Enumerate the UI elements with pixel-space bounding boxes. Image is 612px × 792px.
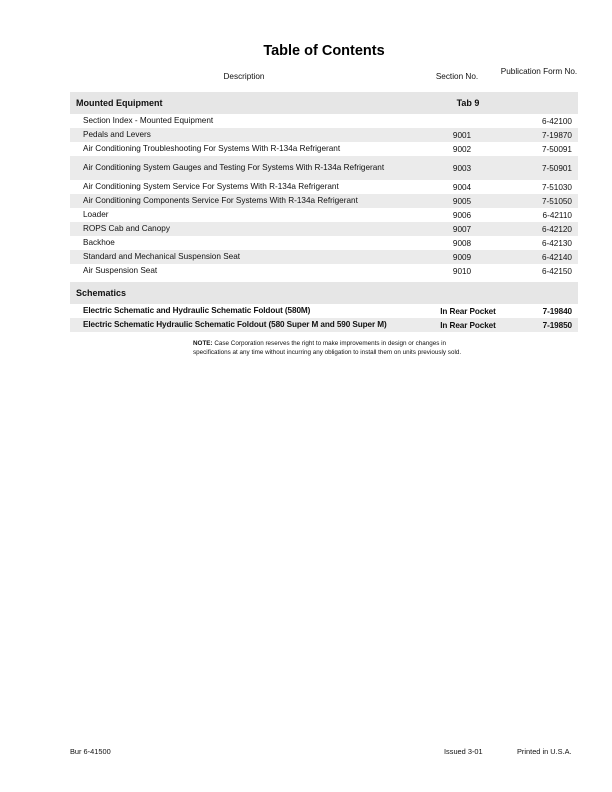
entry-section-no: 9002 xyxy=(452,144,472,154)
entry-description: Air Conditioning Troubleshooting For Systems With R-134a Refrigerant xyxy=(83,144,341,153)
entry-section-no: 9004 xyxy=(452,182,472,192)
footer-form-number: Bur 6-41500 xyxy=(70,747,111,756)
section-header-schematics xyxy=(70,282,578,304)
table-row[interactable] xyxy=(70,156,578,180)
section-header-mounted-equipment xyxy=(70,92,578,114)
entry-description: Electric Schematic Hydraulic Schematic Foldout (580 Super M and 590 Super M) xyxy=(70,318,428,332)
entry-section-no: 9009 xyxy=(428,250,508,264)
entry-section-no: 9010 xyxy=(452,266,472,276)
entry-form-no: 7-50091 xyxy=(541,144,572,154)
entry-section-no: In Rear Pocket xyxy=(440,306,496,316)
entry-section-no: 9005 xyxy=(428,194,508,208)
entry-form-no: 7-19870 xyxy=(508,128,578,142)
entry-description: Electric Schematic and Hydraulic Schematic Foldout (580M) xyxy=(83,306,311,315)
table-row[interactable] xyxy=(70,264,578,278)
entry-section-no: 9001 xyxy=(428,128,508,142)
entry-form-no: 7-50901 xyxy=(508,156,578,180)
entry-form-no: 6-42140 xyxy=(508,250,578,264)
table-row[interactable] xyxy=(70,128,578,142)
entry-description: Air Suspension Seat xyxy=(83,266,158,275)
entry-section-no: 9006 xyxy=(452,210,472,220)
table-row[interactable] xyxy=(70,114,578,128)
section-tab: Tab 9 xyxy=(428,92,508,114)
table-row[interactable] xyxy=(70,194,578,208)
entry-description: Standard and Mechanical Suspension Seat xyxy=(70,250,428,264)
table-row[interactable] xyxy=(70,250,578,264)
entry-form-no: 6-42110 xyxy=(542,210,572,220)
entry-description: Section Index - Mounted Equipment xyxy=(83,116,214,125)
entry-form-no: 6-42120 xyxy=(508,222,578,236)
disclaimer-note xyxy=(193,340,475,357)
table-row[interactable] xyxy=(70,222,578,236)
note-text: Case Corporation reserves the right to make improvements in design or changes in specifications at any time without incurring any obligation to install them on units previously sold. xyxy=(193,340,462,356)
entry-form-no: 6-42130 xyxy=(541,238,572,248)
entry-description: Air Conditioning System Gauges and Testing For Systems With R-134a Refrigerant xyxy=(70,156,428,180)
footer-issued: Issued 3-01 xyxy=(444,747,483,756)
page-title: Table of Contents xyxy=(263,43,385,59)
table-row[interactable] xyxy=(70,208,578,222)
entry-section-no: In Rear Pocket xyxy=(428,318,508,332)
entry-form-no: 7-19850 xyxy=(508,318,578,332)
contents-table xyxy=(70,92,578,332)
table-row[interactable] xyxy=(70,236,578,250)
table-row[interactable] xyxy=(70,318,578,332)
entry-description: ROPS Cab and Canopy xyxy=(70,222,428,236)
table-row[interactable] xyxy=(70,304,578,318)
entry-description: Air Conditioning Components Service For Systems With R-134a Refrigerant xyxy=(70,194,428,208)
entry-form-no: 7-19840 xyxy=(542,306,572,316)
entry-description: Loader xyxy=(83,210,109,219)
column-header-description: Description xyxy=(223,72,265,81)
entry-form-no: 7-51050 xyxy=(508,194,578,208)
section-title: Mounted Equipment xyxy=(70,92,428,114)
table-row[interactable] xyxy=(70,142,578,156)
column-header-section-no: Section No. xyxy=(435,72,479,81)
entry-section-no: 9007 xyxy=(428,222,508,236)
section-title: Schematics xyxy=(70,282,428,304)
entry-form-no: 7-51030 xyxy=(541,182,572,192)
footer-printed: Printed in U.S.A. xyxy=(517,747,572,756)
section-tab xyxy=(428,282,508,304)
entry-form-no: 6-42150 xyxy=(541,266,572,276)
entry-form-no: 6-42100 xyxy=(541,116,572,126)
table-row[interactable] xyxy=(70,180,578,194)
entry-description: Air Conditioning System Service For Systems With R-134a Refrigerant xyxy=(83,182,339,191)
entry-section-no xyxy=(428,114,508,128)
note-label: NOTE: xyxy=(193,340,213,347)
entry-section-no: 9008 xyxy=(452,238,472,248)
entry-description: Pedals and Levers xyxy=(70,128,428,142)
entry-description: Backhoe xyxy=(83,238,115,247)
entry-section-no: 9003 xyxy=(428,156,508,180)
column-header-publication-form-no: Publication Form No. xyxy=(500,67,578,76)
